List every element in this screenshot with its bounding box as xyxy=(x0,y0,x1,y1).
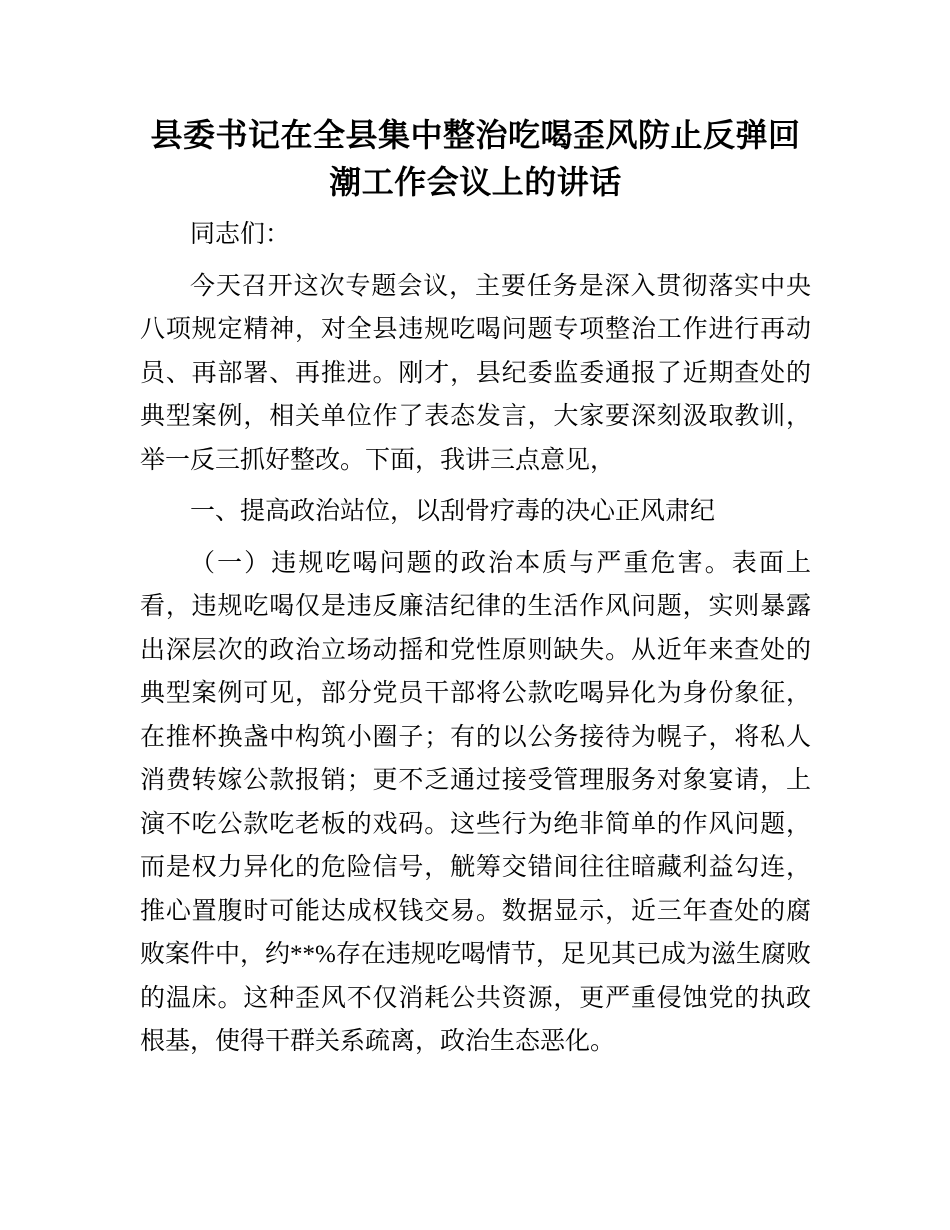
salutation: 同志们： xyxy=(190,221,291,248)
section-heading-1: 一、提高政治站位，以刮骨疗毒的决心正风肃纪 xyxy=(190,498,716,525)
paragraph-intro: 今天召开这次专题会议，主要任务是深入贯彻落实中央八项规定精神，对全县违规吃喝问题专项整治工作进行再动员、再部署、再推进。刚才，县纪委监委通报了近期查处的典型案例，相关单位作了表态发言，大家要深刻汲取教训，举一反三抓好整改。下面，我讲三点意见， xyxy=(140,272,811,474)
paragraph-section-1-point-1: （一）违规吃喝问题的政治本质与严重危害。表面上看，违规吃喝仅是违反廉洁纪律的生活作风问题，实则暴露出深层次的政治立场动摇和党性原则缺失。从近年来查处的典型案例可见，部分党员干部将公款吃喝异化为身份象征，在推杯换盏中构筑小圈子；有的以公务接待为幌子，将私人消费转嫁公款报销；更不乏通过接受管理服务对象宴请，上演不吃公款吃老板的戏码。这些行为绝非简单的作风问题，而是权力异化的危险信号，觥筹交错间往往暗藏利益勾连，推心置腹时可能达成权钱交易。数据显示，近三年查处的腐败案件中，约**%存在违规吃喝情节，足见其已成为滋生腐败的温床。这种歪风不仅消耗公共资源，更严重侵蚀党的执政根基，使得干群关系疏离，政治生态恶化。 xyxy=(140,549,811,1055)
document-title: 县委书记在全县集中整治吃喝歪风防止反弹回潮工作会议上的讲话 xyxy=(150,117,801,200)
